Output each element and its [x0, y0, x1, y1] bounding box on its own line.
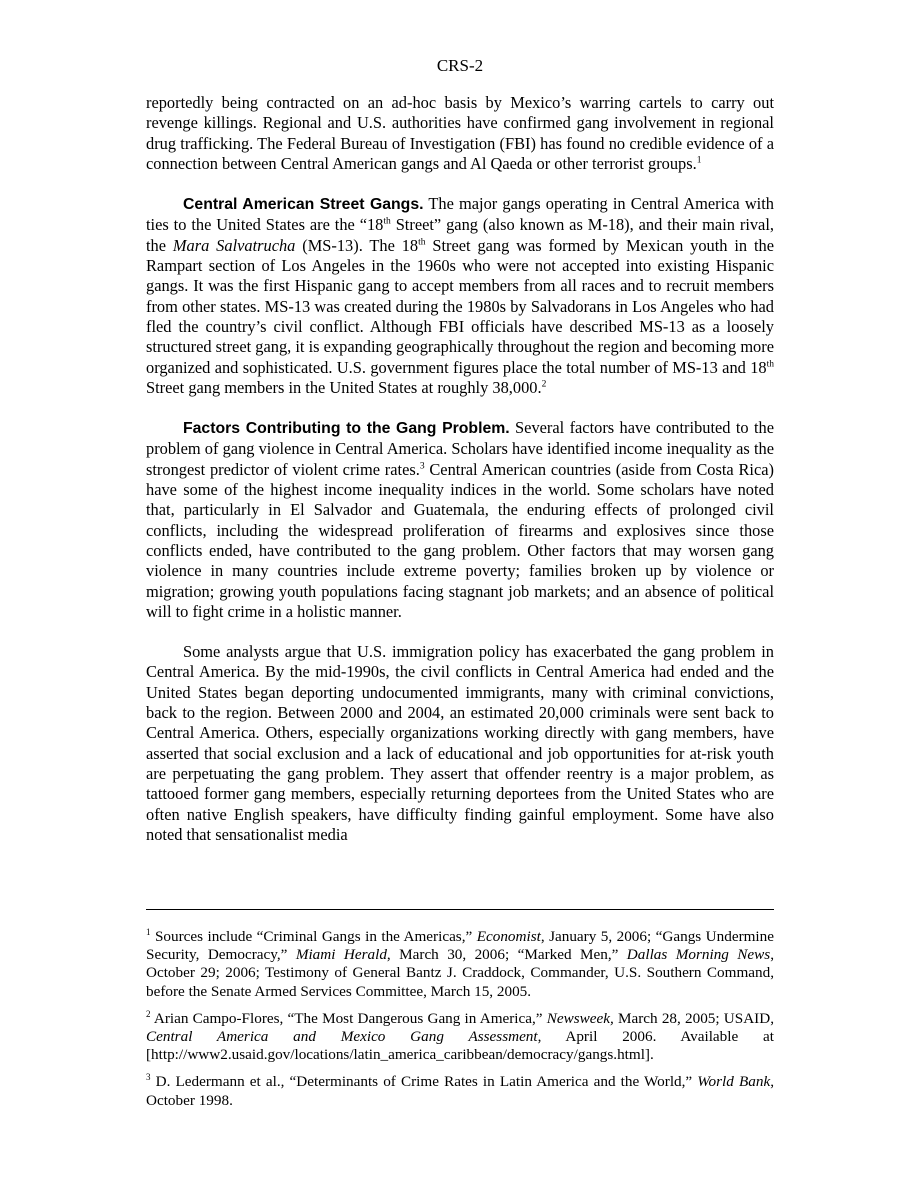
footnote-ref-1: 1 — [696, 155, 702, 166]
italic-source: Miami Herald — [295, 946, 387, 964]
italic-source: World Bank — [697, 1073, 771, 1091]
text-run: Several factors have contributed to the problem of gang violence in Central America. Scholars have identified income inequality as the strongest predictor of violent crime rates. — [146, 418, 774, 479]
italic-source: Newsweek, — [546, 1009, 614, 1027]
footnote-3 — [146, 1073, 774, 1109]
section-heading-street-gangs: Central American Street Gangs. — [183, 196, 424, 214]
text-run: , October 29; 2006; Testimony of General Bantz J. Craddock, Commander, U.S. Southern Command, before the Senate Armed Services Committee, March 15, 2005. — [146, 946, 775, 1000]
footnote-ref-2: 2 — [541, 379, 547, 390]
superscript-th: th — [766, 359, 774, 370]
italic-term: Mara Salvatrucha — [172, 235, 296, 255]
footnote-ref-3: 3 — [419, 461, 425, 472]
italic-source: Economist — [476, 928, 541, 945]
text-run: Street gang was formed by Mexican youth in the Rampart section of Los Angeles in the 1960s who were not accepted into existing Hispanic gangs. It was the first Hispanic gang to accept members from all races and to recruit members from other states. MS-13 was created during the 1980s by Salvadorans in Los Angeles who had fled the country’s civil conflict. Although FBI officials have described MS-13 as a loosely structured street gang, it is expanding geographically throughout the region and becoming more organized and sophisticated. U.S. government figures place the total number of MS-13 and 18 — [146, 235, 774, 377]
text-run: The major gangs operating in Central America with ties to the United States are the “18 — [146, 194, 774, 235]
italic-source: Dallas Morning News — [626, 946, 771, 964]
text-run: Arian Campo-Flores, “The Most Dangerous Gang in America,” — [150, 1009, 547, 1027]
text-run: , April 2006. Available at [http://www2.usaid.gov/locations/latin_america_caribbean/democracy/gangs.html]. — [146, 1028, 774, 1064]
text-run: D. Ledermann et al., “Determinants of Crime Rates in Latin America and the World,” — [150, 1073, 698, 1091]
text-run: , October 1998. — [146, 1073, 774, 1109]
footnote-divider — [146, 909, 774, 910]
text-run: , January 5, 2006; “Gangs Undermine Security, Democracy,” — [146, 928, 774, 964]
paragraph-immigration — [146, 642, 774, 845]
paragraph-street-gangs — [146, 194, 774, 398]
paragraph-factors — [146, 418, 774, 622]
paragraph-4-text: Some analysts argue that U.S. immigration policy has exacerbated the gang problem in Central America. By the mid-1990s, the civil conflicts in Central America had ended and the United States began deporting undocumented immigrants, many with criminal convictions, back to the region. Between 2000 and 2004, an estimated 20,000 criminals were sent back to Central America. Others, especially organizations working directly with gang members, have asserted that social exclusion and a lack of educational and job opportunities for at-risk youth are perpetuating the gang problem. They assert that offender reentry is a major problem, as tattooed former gang members, especially returning deportees from the United States who are often native English speakers, have difficulty finding gainful employment. Some have also noted that sensationalist media — [146, 642, 774, 844]
footnote-number: 2 — [146, 1008, 151, 1019]
footnote-1 — [146, 928, 774, 1001]
text-run: (MS-13). The 18 — [295, 235, 419, 255]
superscript-th: th — [418, 237, 426, 248]
section-heading-factors: Factors Contributing to the Gang Problem. — [183, 420, 510, 438]
body-text — [146, 93, 774, 865]
footnotes — [146, 928, 774, 1119]
text-run: March 28, 2005; USAID, — [613, 1009, 775, 1027]
text-run: Street” gang (also known as M-18), and their main rival, the — [146, 215, 774, 255]
text-run: Central American countries (aside from Costa Rica) have some of the highest income inequality indices in the world. Some scholars have noted that, particularly in El Salvador and Guatemala, the enduring effects of prolonged civil conflicts, including the widespread proliferation of firearms and explosives since those conflicts ended, have contributed to the gang problem. Other factors that may worsen gang violence in many countries include extreme poverty; families broken up by violence or migration; growing youth populations facing stagnant job markets; and an absence of political will to fight crime in a holistic manner. — [146, 459, 774, 621]
paragraph-1-text: reportedly being contracted on an ad-hoc basis by Mexico’s warring cartels to carry out revenge killings. Regional and U.S. authorities have confirmed gang involvement in regional drug trafficking. The Federal Bureau of Investigation (FBI) has found no credible evidence of a connection between Central American gangs and Al Qaeda or other terrorist groups. — [146, 93, 774, 173]
page-header: CRS-2 — [436, 56, 484, 75]
paragraph-1 — [146, 93, 774, 174]
italic-source: Central America and Mexico Gang Assessment — [146, 1028, 538, 1046]
text-run: Street gang members in the United States at roughly 38,000. — [146, 377, 542, 397]
text-run: , March 30, 2006; “Marked Men,” — [386, 946, 627, 964]
superscript-th: th — [383, 217, 391, 228]
footnote-number: 3 — [146, 1072, 151, 1083]
footnote-2 — [146, 1010, 774, 1065]
footnote-number: 1 — [146, 926, 151, 937]
text-run: Sources include “Criminal Gangs in the Americas,” — [150, 928, 477, 945]
